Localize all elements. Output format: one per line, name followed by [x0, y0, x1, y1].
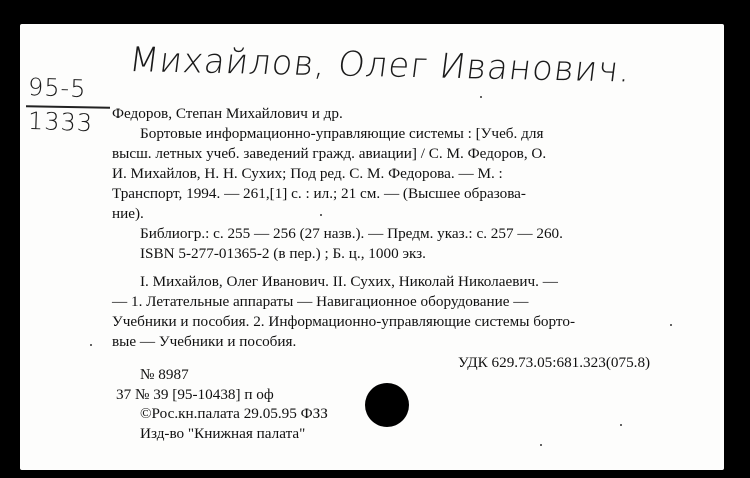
tracing-line-4: вые — Учебники и пособия.	[112, 333, 297, 350]
ink-stamp-blot	[365, 383, 409, 427]
card-number: № 8987	[140, 366, 189, 383]
scan-speck	[90, 344, 92, 346]
scan-speck	[320, 214, 322, 216]
tracing-line-3: Учебники и пособия. 2. Информационно-управляющие системы борто-	[112, 313, 575, 330]
handwritten-code-top: 95-5	[27, 72, 87, 104]
footer-line-2: ©Рос.кн.палата 29.05.95 ФЗЗ	[140, 405, 328, 422]
scan-speck	[620, 424, 622, 426]
bibliography-note: Библиогр.: с. 255 — 256 (27 назв.). — Предм. указ.: с. 257 — 260.	[140, 225, 563, 242]
handwritten-code-bottom: 1333	[27, 106, 94, 138]
footer-line-1: 37 № 39 [95-10438] п оф	[116, 386, 274, 403]
udk-code: УДК 629.73.05:681.323(075.8)	[458, 354, 651, 371]
scan-speck	[670, 324, 672, 326]
catalog-card	[20, 24, 724, 470]
author-heading: Федоров, Степан Михайлович и др.	[112, 105, 343, 122]
handwritten-author-name: Михайлов, Олег Иванович.	[126, 40, 634, 91]
tracing-line-1: I. Михайлов, Олег Иванович. II. Сухих, Николай Николаевич. —	[140, 273, 558, 290]
isbn-line: ISBN 5-277-01365-2 (в пер.) ; Б. ц., 1000 экз.	[140, 245, 426, 262]
footer-line-3: Изд-во "Книжная палата"	[140, 425, 306, 442]
title-line-1: Бортовые информационно-управляющие системы : [Учеб. для	[140, 125, 544, 142]
scan-speck	[480, 96, 482, 98]
scan-speck	[540, 444, 542, 446]
title-line-4: Транспорт, 1994. — 261,[1] с. : ил.; 21 см. — (Высшее образова-	[112, 185, 526, 202]
tracing-line-2: — 1. Летательные аппараты — Навигационное оборудование —	[112, 293, 529, 310]
title-line-2: высш. летных учеб. заведений гражд. авиации] / С. М. Федоров, О.	[112, 145, 547, 162]
title-line-3: И. Михайлов, Н. Н. Сухих; Под ред. С. М. Федорова. — М. :	[112, 165, 503, 182]
title-line-5: ние).	[112, 205, 144, 222]
